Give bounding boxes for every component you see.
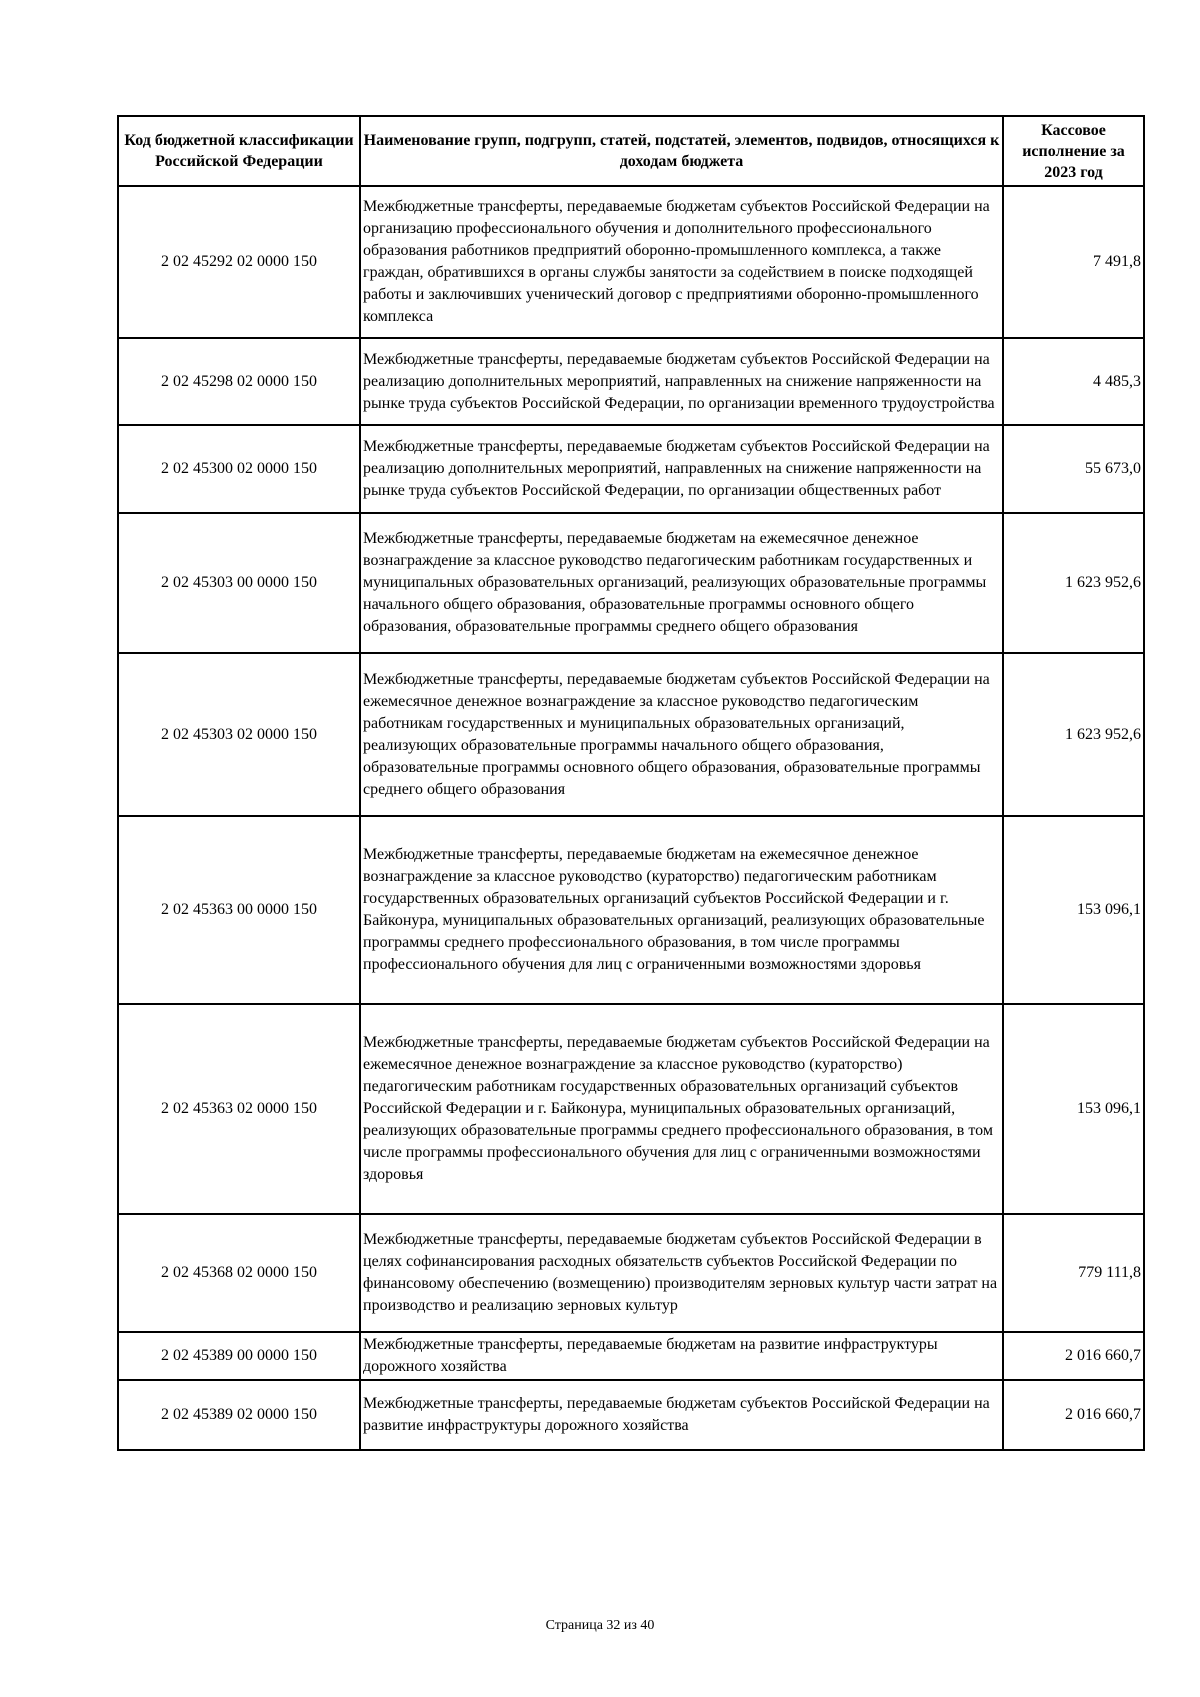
row-name: Межбюджетные трансферты, передаваемые бюджетам на развитие инфраструктуры дорожного хозяйства xyxy=(360,1332,1003,1380)
row-code: 2 02 45363 02 0000 150 xyxy=(118,1004,360,1214)
row-code: 2 02 45363 00 0000 150 xyxy=(118,816,360,1004)
row-amount: 2 016 660,7 xyxy=(1003,1380,1144,1450)
table-row xyxy=(118,816,1144,1004)
row-name: Межбюджетные трансферты, передаваемые бюджетам субъектов Российской Федерации на организацию профессионального обучения и дополнительного профессионального образования работников предприятий оборонно-промышленного комплекса, а также граждан, обратившихся в органы службы занятости за содействием в поиске подходящей работы и заключивших ученический договор с предприятиями оборонно-промышленного комплекса xyxy=(360,186,1003,338)
page-number-footer: Страница 32 из 40 xyxy=(545,1618,655,1633)
table-row xyxy=(118,653,1144,816)
row-code: 2 02 45300 02 0000 150 xyxy=(118,425,360,513)
table-row xyxy=(118,1004,1144,1214)
row-code: 2 02 45303 00 0000 150 xyxy=(118,513,360,653)
row-amount: 2 016 660,7 xyxy=(1003,1332,1144,1380)
row-amount: 55 673,0 xyxy=(1003,425,1144,513)
table-row xyxy=(118,425,1144,513)
row-amount: 1 623 952,6 xyxy=(1003,653,1144,816)
table-row xyxy=(118,186,1144,338)
budget-income-table xyxy=(117,115,1145,1451)
row-name: Межбюджетные трансферты, передаваемые бюджетам субъектов Российской Федерации в целях софинансирования расходных обязательств субъектов Российской Федерации по финансовому обеспечению (возмещению) производителям зерновых культур части затрат на производство и реализацию зерновых культур xyxy=(360,1214,1003,1332)
row-amount: 7 491,8 xyxy=(1003,186,1144,338)
header-code: Код бюджетной классификации Российской Федерации xyxy=(118,116,360,186)
table-row xyxy=(118,338,1144,425)
row-name: Межбюджетные трансферты, передаваемые бюджетам на ежемесячное денежное вознаграждение за классное руководство педагогическим работникам государственных и муниципальных образовательных организаций, реализующих образовательные программы начального общего образования, образовательные программы основного общего образования, образовательные программы среднего общего образования xyxy=(360,513,1003,653)
table-row xyxy=(118,513,1144,653)
row-code: 2 02 45298 02 0000 150 xyxy=(118,338,360,425)
header-name: Наименование групп, подгрупп, статей, подстатей, элементов, подвидов, относящихся к доходам бюджета xyxy=(360,116,1003,186)
row-name: Межбюджетные трансферты, передаваемые бюджетам субъектов Российской Федерации на развитие инфраструктуры дорожного хозяйства xyxy=(360,1380,1003,1450)
row-name: Межбюджетные трансферты, передаваемые бюджетам субъектов Российской Федерации на ежемесячное денежное вознаграждение за классное руководство (кураторство) педагогическим работникам государственных образовательных организаций субъектов Российской Федерации и г. Байконура, муниципальных образовательных организаций, реализующих образовательные программы среднего профессионального образования, в том числе программы профессионального обучения для лиц с ограниченными возможностями здоровья xyxy=(360,1004,1003,1214)
row-code: 2 02 45292 02 0000 150 xyxy=(118,186,360,338)
row-code: 2 02 45389 00 0000 150 xyxy=(118,1332,360,1380)
budget-table-wrapper xyxy=(117,115,1143,1451)
table-row xyxy=(118,1332,1144,1380)
row-amount: 153 096,1 xyxy=(1003,816,1144,1004)
row-amount: 4 485,3 xyxy=(1003,338,1144,425)
table-header-row xyxy=(118,116,1144,186)
table-row xyxy=(118,1214,1144,1332)
row-code: 2 02 45303 02 0000 150 xyxy=(118,653,360,816)
table-row xyxy=(118,1380,1144,1450)
row-amount: 779 111,8 xyxy=(1003,1214,1144,1332)
row-code: 2 02 45389 02 0000 150 xyxy=(118,1380,360,1450)
header-amount: Кассовое исполнение за 2023 год xyxy=(1003,116,1144,186)
row-code: 2 02 45368 02 0000 150 xyxy=(118,1214,360,1332)
row-amount: 1 623 952,6 xyxy=(1003,513,1144,653)
row-amount: 153 096,1 xyxy=(1003,1004,1144,1214)
row-name: Межбюджетные трансферты, передаваемые бюджетам субъектов Российской Федерации на реализацию дополнительных мероприятий, направленных на снижение напряженности на рынке труда субъектов Российской Федерации, по организации общественных работ xyxy=(360,425,1003,513)
row-name: Межбюджетные трансферты, передаваемые бюджетам на ежемесячное денежное вознаграждение за классное руководство (кураторство) педагогическим работникам государственных образовательных организаций субъектов Российской Федерации и г. Байконура, муниципальных образовательных организаций, реализующих образовательные программы среднего профессионального образования, в том числе программы профессионального обучения для лиц с ограниченными возможностями здоровья xyxy=(360,816,1003,1004)
row-name: Межбюджетные трансферты, передаваемые бюджетам субъектов Российской Федерации на ежемесячное денежное вознаграждение за классное руководство педагогическим работникам государственных и муниципальных образовательных организаций, реализующих образовательные программы начального общего образования, образовательные программы основного общего образования, образовательные программы среднего общего образования xyxy=(360,653,1003,816)
row-name: Межбюджетные трансферты, передаваемые бюджетам субъектов Российской Федерации на реализацию дополнительных мероприятий, направленных на снижение напряженности на рынке труда субъектов Российской Федерации, по организации временного трудоустройства xyxy=(360,338,1003,425)
